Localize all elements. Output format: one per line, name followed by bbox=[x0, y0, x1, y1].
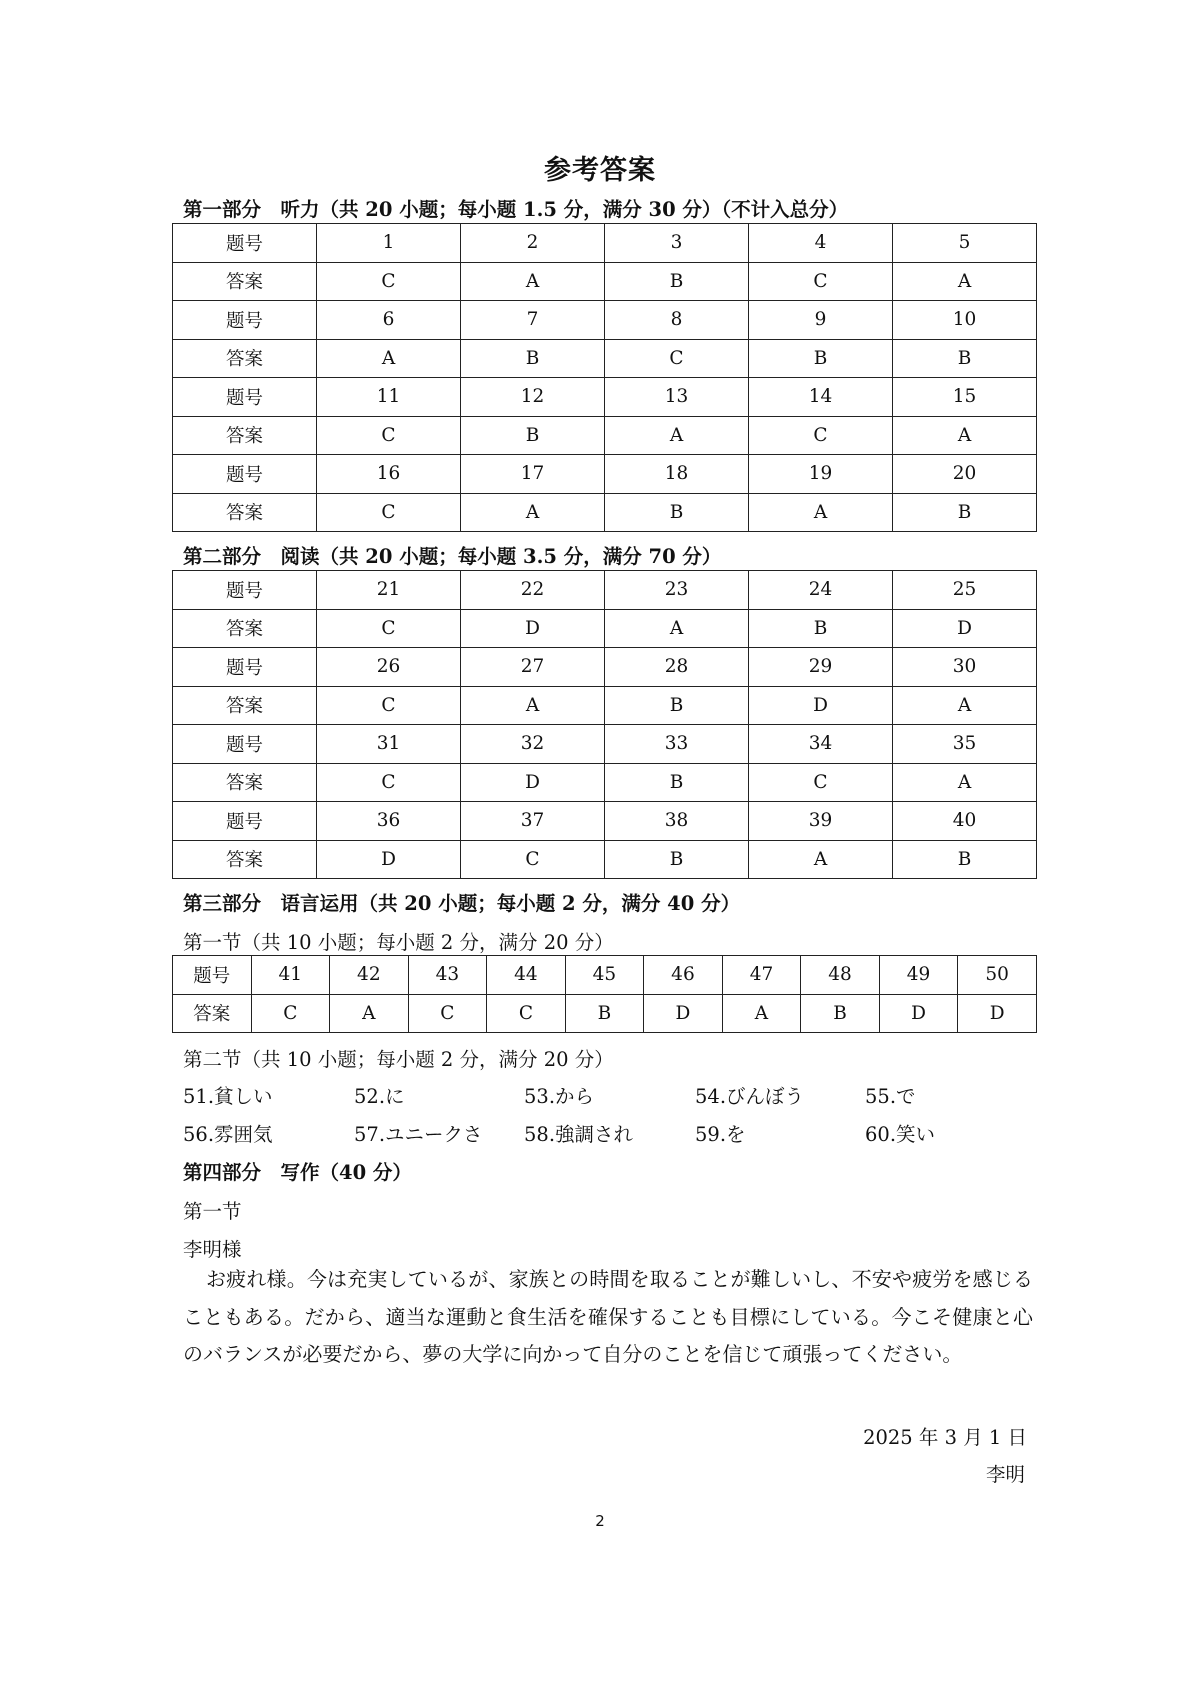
table-cell: 43 bbox=[408, 956, 487, 995]
table-cell: B bbox=[605, 262, 749, 301]
row-label-cell: 题号 bbox=[173, 725, 317, 764]
table-cell: 20 bbox=[893, 455, 1037, 494]
blank-answer: 51.貧しい bbox=[183, 1085, 273, 1108]
letter-date: 2025 年 3 月 1 日 bbox=[863, 1426, 1027, 1449]
table-cell: A bbox=[461, 493, 605, 532]
table-cell: 23 bbox=[605, 571, 749, 610]
table-row bbox=[173, 686, 1037, 725]
row-label-cell: 答案 bbox=[173, 840, 317, 879]
table-cell: D bbox=[317, 840, 461, 879]
part3-section2-heading: 第二节（共 10 小题；每小题 2 分，满分 20 分） bbox=[183, 1048, 614, 1071]
table-cell: 17 bbox=[461, 455, 605, 494]
table-cell: C bbox=[408, 994, 487, 1033]
table-cell: B bbox=[893, 840, 1037, 879]
table-cell: A bbox=[605, 609, 749, 648]
letter-signature: 李明 bbox=[985, 1463, 1025, 1486]
table-row bbox=[173, 802, 1037, 841]
table-cell: 36 bbox=[317, 802, 461, 841]
table-row bbox=[173, 224, 1037, 263]
table-row bbox=[173, 763, 1037, 802]
table-cell: A bbox=[893, 686, 1037, 725]
table-cell: 19 bbox=[749, 455, 893, 494]
blank-answer: 57.ユニークさ bbox=[354, 1123, 483, 1146]
table-cell: C bbox=[251, 994, 330, 1033]
table-cell: 18 bbox=[605, 455, 749, 494]
table-cell: C bbox=[317, 609, 461, 648]
blank-answer: 60.笑い bbox=[865, 1123, 936, 1146]
table-cell: B bbox=[801, 994, 880, 1033]
part3-heading: 第三部分 语言运用（共 20 小题；每小题 2 分，满分 40 分） bbox=[183, 892, 741, 915]
table-cell: 46 bbox=[644, 956, 723, 995]
row-label-cell: 答案 bbox=[173, 262, 317, 301]
part2-heading: 第二部分 阅读（共 20 小题；每小题 3.5 分，满分 70 分） bbox=[183, 545, 722, 568]
table-cell: B bbox=[461, 339, 605, 378]
table-row bbox=[173, 648, 1037, 687]
row-label-cell: 答案 bbox=[173, 686, 317, 725]
row-label-cell: 题号 bbox=[173, 802, 317, 841]
table-cell: C bbox=[605, 339, 749, 378]
table-cell: 14 bbox=[749, 378, 893, 417]
table-cell: 48 bbox=[801, 956, 880, 995]
table-cell: 32 bbox=[461, 725, 605, 764]
blank-answer: 58.強調され bbox=[524, 1123, 634, 1146]
letter-body-text: お疲れ様。今は充実しているが、家族との時間を取ることが難しいし、不安や疲労を感じることもある。だから、適当な運動と食生活を確保することも目標にしている。今こそ健康と心のバランスが必要だから、夢の大学に向かって自分のことを信じて頑張ってください。 bbox=[183, 1267, 1033, 1366]
table-cell: A bbox=[749, 493, 893, 532]
blank-answer: 52.に bbox=[354, 1085, 405, 1108]
row-label-cell: 题号 bbox=[173, 455, 317, 494]
table-cell: 37 bbox=[461, 802, 605, 841]
table-cell: C bbox=[317, 262, 461, 301]
table-cell: C bbox=[317, 763, 461, 802]
table-cell: A bbox=[749, 840, 893, 879]
part4-heading: 第四部分 写作（40 分） bbox=[183, 1161, 412, 1184]
table-cell: D bbox=[461, 609, 605, 648]
table-cell: 38 bbox=[605, 802, 749, 841]
row-label-cell: 答案 bbox=[173, 493, 317, 532]
table-cell: A bbox=[461, 262, 605, 301]
table-cell: 24 bbox=[749, 571, 893, 610]
table-cell: B bbox=[893, 493, 1037, 532]
table-cell: C bbox=[749, 763, 893, 802]
table-cell: C bbox=[749, 262, 893, 301]
table-cell: A bbox=[893, 262, 1037, 301]
table-cell: C bbox=[461, 840, 605, 879]
table-cell: 1 bbox=[317, 224, 461, 263]
row-label-cell: 题号 bbox=[173, 301, 317, 340]
table-cell: B bbox=[461, 416, 605, 455]
table-cell: 10 bbox=[893, 301, 1037, 340]
table-cell: B bbox=[605, 493, 749, 532]
table-cell: C bbox=[487, 994, 566, 1033]
table-cell: 47 bbox=[722, 956, 801, 995]
table-cell: 29 bbox=[749, 648, 893, 687]
table-cell: 45 bbox=[565, 956, 644, 995]
row-label-cell: 题号 bbox=[173, 956, 252, 995]
table-cell: B bbox=[749, 609, 893, 648]
table-cell: 34 bbox=[749, 725, 893, 764]
table-cell: 6 bbox=[317, 301, 461, 340]
table-cell: D bbox=[644, 994, 723, 1033]
table-cell: D bbox=[958, 994, 1037, 1033]
blank-answer: 59.を bbox=[695, 1123, 746, 1146]
table-cell: B bbox=[565, 994, 644, 1033]
table-cell: C bbox=[317, 686, 461, 725]
table-cell: 3 bbox=[605, 224, 749, 263]
row-label-cell: 题号 bbox=[173, 648, 317, 687]
letter-body bbox=[183, 1261, 1033, 1374]
blank-answer: 56.雰囲気 bbox=[183, 1123, 273, 1146]
table-cell: B bbox=[605, 686, 749, 725]
table-row bbox=[173, 301, 1037, 340]
table-row bbox=[173, 339, 1037, 378]
table-row bbox=[173, 262, 1037, 301]
table-row bbox=[173, 571, 1037, 610]
table-cell: C bbox=[317, 416, 461, 455]
table-cell: 11 bbox=[317, 378, 461, 417]
table-cell: D bbox=[893, 609, 1037, 648]
table-row bbox=[173, 378, 1037, 417]
part3-section1-table bbox=[172, 955, 1037, 1033]
table-cell: 41 bbox=[251, 956, 330, 995]
table-cell: 39 bbox=[749, 802, 893, 841]
row-label-cell: 答案 bbox=[173, 763, 317, 802]
row-label-cell: 答案 bbox=[173, 609, 317, 648]
table-cell: A bbox=[605, 416, 749, 455]
part1-table bbox=[172, 223, 1037, 532]
table-cell: 49 bbox=[879, 956, 958, 995]
table-cell: D bbox=[461, 763, 605, 802]
table-cell: 50 bbox=[958, 956, 1037, 995]
table-cell: 25 bbox=[893, 571, 1037, 610]
table-cell: 27 bbox=[461, 648, 605, 687]
row-label-cell: 答案 bbox=[173, 416, 317, 455]
part3-section1-heading: 第一节（共 10 小题；每小题 2 分，满分 20 分） bbox=[183, 931, 614, 954]
part2-table bbox=[172, 570, 1037, 879]
table-cell: A bbox=[461, 686, 605, 725]
row-label-cell: 题号 bbox=[173, 571, 317, 610]
letter-salutation: 李明様 bbox=[183, 1238, 242, 1261]
table-cell: 16 bbox=[317, 455, 461, 494]
table-row bbox=[173, 609, 1037, 648]
table-cell: C bbox=[749, 416, 893, 455]
table-cell: 7 bbox=[461, 301, 605, 340]
page-number: 2 bbox=[595, 1512, 605, 1530]
row-label-cell: 答案 bbox=[173, 339, 317, 378]
table-cell: 13 bbox=[605, 378, 749, 417]
part4-section1-heading: 第一节 bbox=[183, 1200, 242, 1223]
part1-heading: 第一部分 听力（共 20 小题；每小题 1.5 分，满分 30 分）（不计入总分） bbox=[183, 198, 849, 221]
table-cell: A bbox=[722, 994, 801, 1033]
row-label-cell: 答案 bbox=[173, 994, 252, 1033]
table-cell: C bbox=[317, 493, 461, 532]
table-cell: 40 bbox=[893, 802, 1037, 841]
table-cell: 12 bbox=[461, 378, 605, 417]
table-cell: 9 bbox=[749, 301, 893, 340]
table-cell: A bbox=[330, 994, 409, 1033]
table-row bbox=[173, 493, 1037, 532]
row-label-cell: 题号 bbox=[173, 378, 317, 417]
table-cell: 5 bbox=[893, 224, 1037, 263]
table-cell: 4 bbox=[749, 224, 893, 263]
table-row bbox=[173, 956, 1037, 995]
table-cell: 8 bbox=[605, 301, 749, 340]
table-cell: 21 bbox=[317, 571, 461, 610]
table-row bbox=[173, 455, 1037, 494]
table-cell: 15 bbox=[893, 378, 1037, 417]
table-cell: A bbox=[893, 763, 1037, 802]
table-row bbox=[173, 416, 1037, 455]
table-row bbox=[173, 840, 1037, 879]
table-row bbox=[173, 994, 1037, 1033]
table-cell: A bbox=[893, 416, 1037, 455]
table-cell: 30 bbox=[893, 648, 1037, 687]
table-row bbox=[173, 725, 1037, 764]
blank-answer: 54.びんぼう bbox=[695, 1085, 805, 1108]
table-cell: 28 bbox=[605, 648, 749, 687]
table-cell: 31 bbox=[317, 725, 461, 764]
page-title: 参考答案 bbox=[544, 155, 656, 186]
table-cell: B bbox=[893, 339, 1037, 378]
table-cell: B bbox=[749, 339, 893, 378]
table-cell: 44 bbox=[487, 956, 566, 995]
table-cell: 33 bbox=[605, 725, 749, 764]
blank-answer: 53.から bbox=[524, 1085, 595, 1108]
table-cell: B bbox=[605, 840, 749, 879]
table-cell: B bbox=[605, 763, 749, 802]
table-cell: 2 bbox=[461, 224, 605, 263]
table-cell: 35 bbox=[893, 725, 1037, 764]
table-cell: A bbox=[317, 339, 461, 378]
row-label-cell: 题号 bbox=[173, 224, 317, 263]
table-cell: 22 bbox=[461, 571, 605, 610]
table-cell: 42 bbox=[330, 956, 409, 995]
blank-answer: 55.で bbox=[865, 1085, 916, 1108]
table-cell: D bbox=[749, 686, 893, 725]
table-cell: 26 bbox=[317, 648, 461, 687]
table-cell: D bbox=[879, 994, 958, 1033]
